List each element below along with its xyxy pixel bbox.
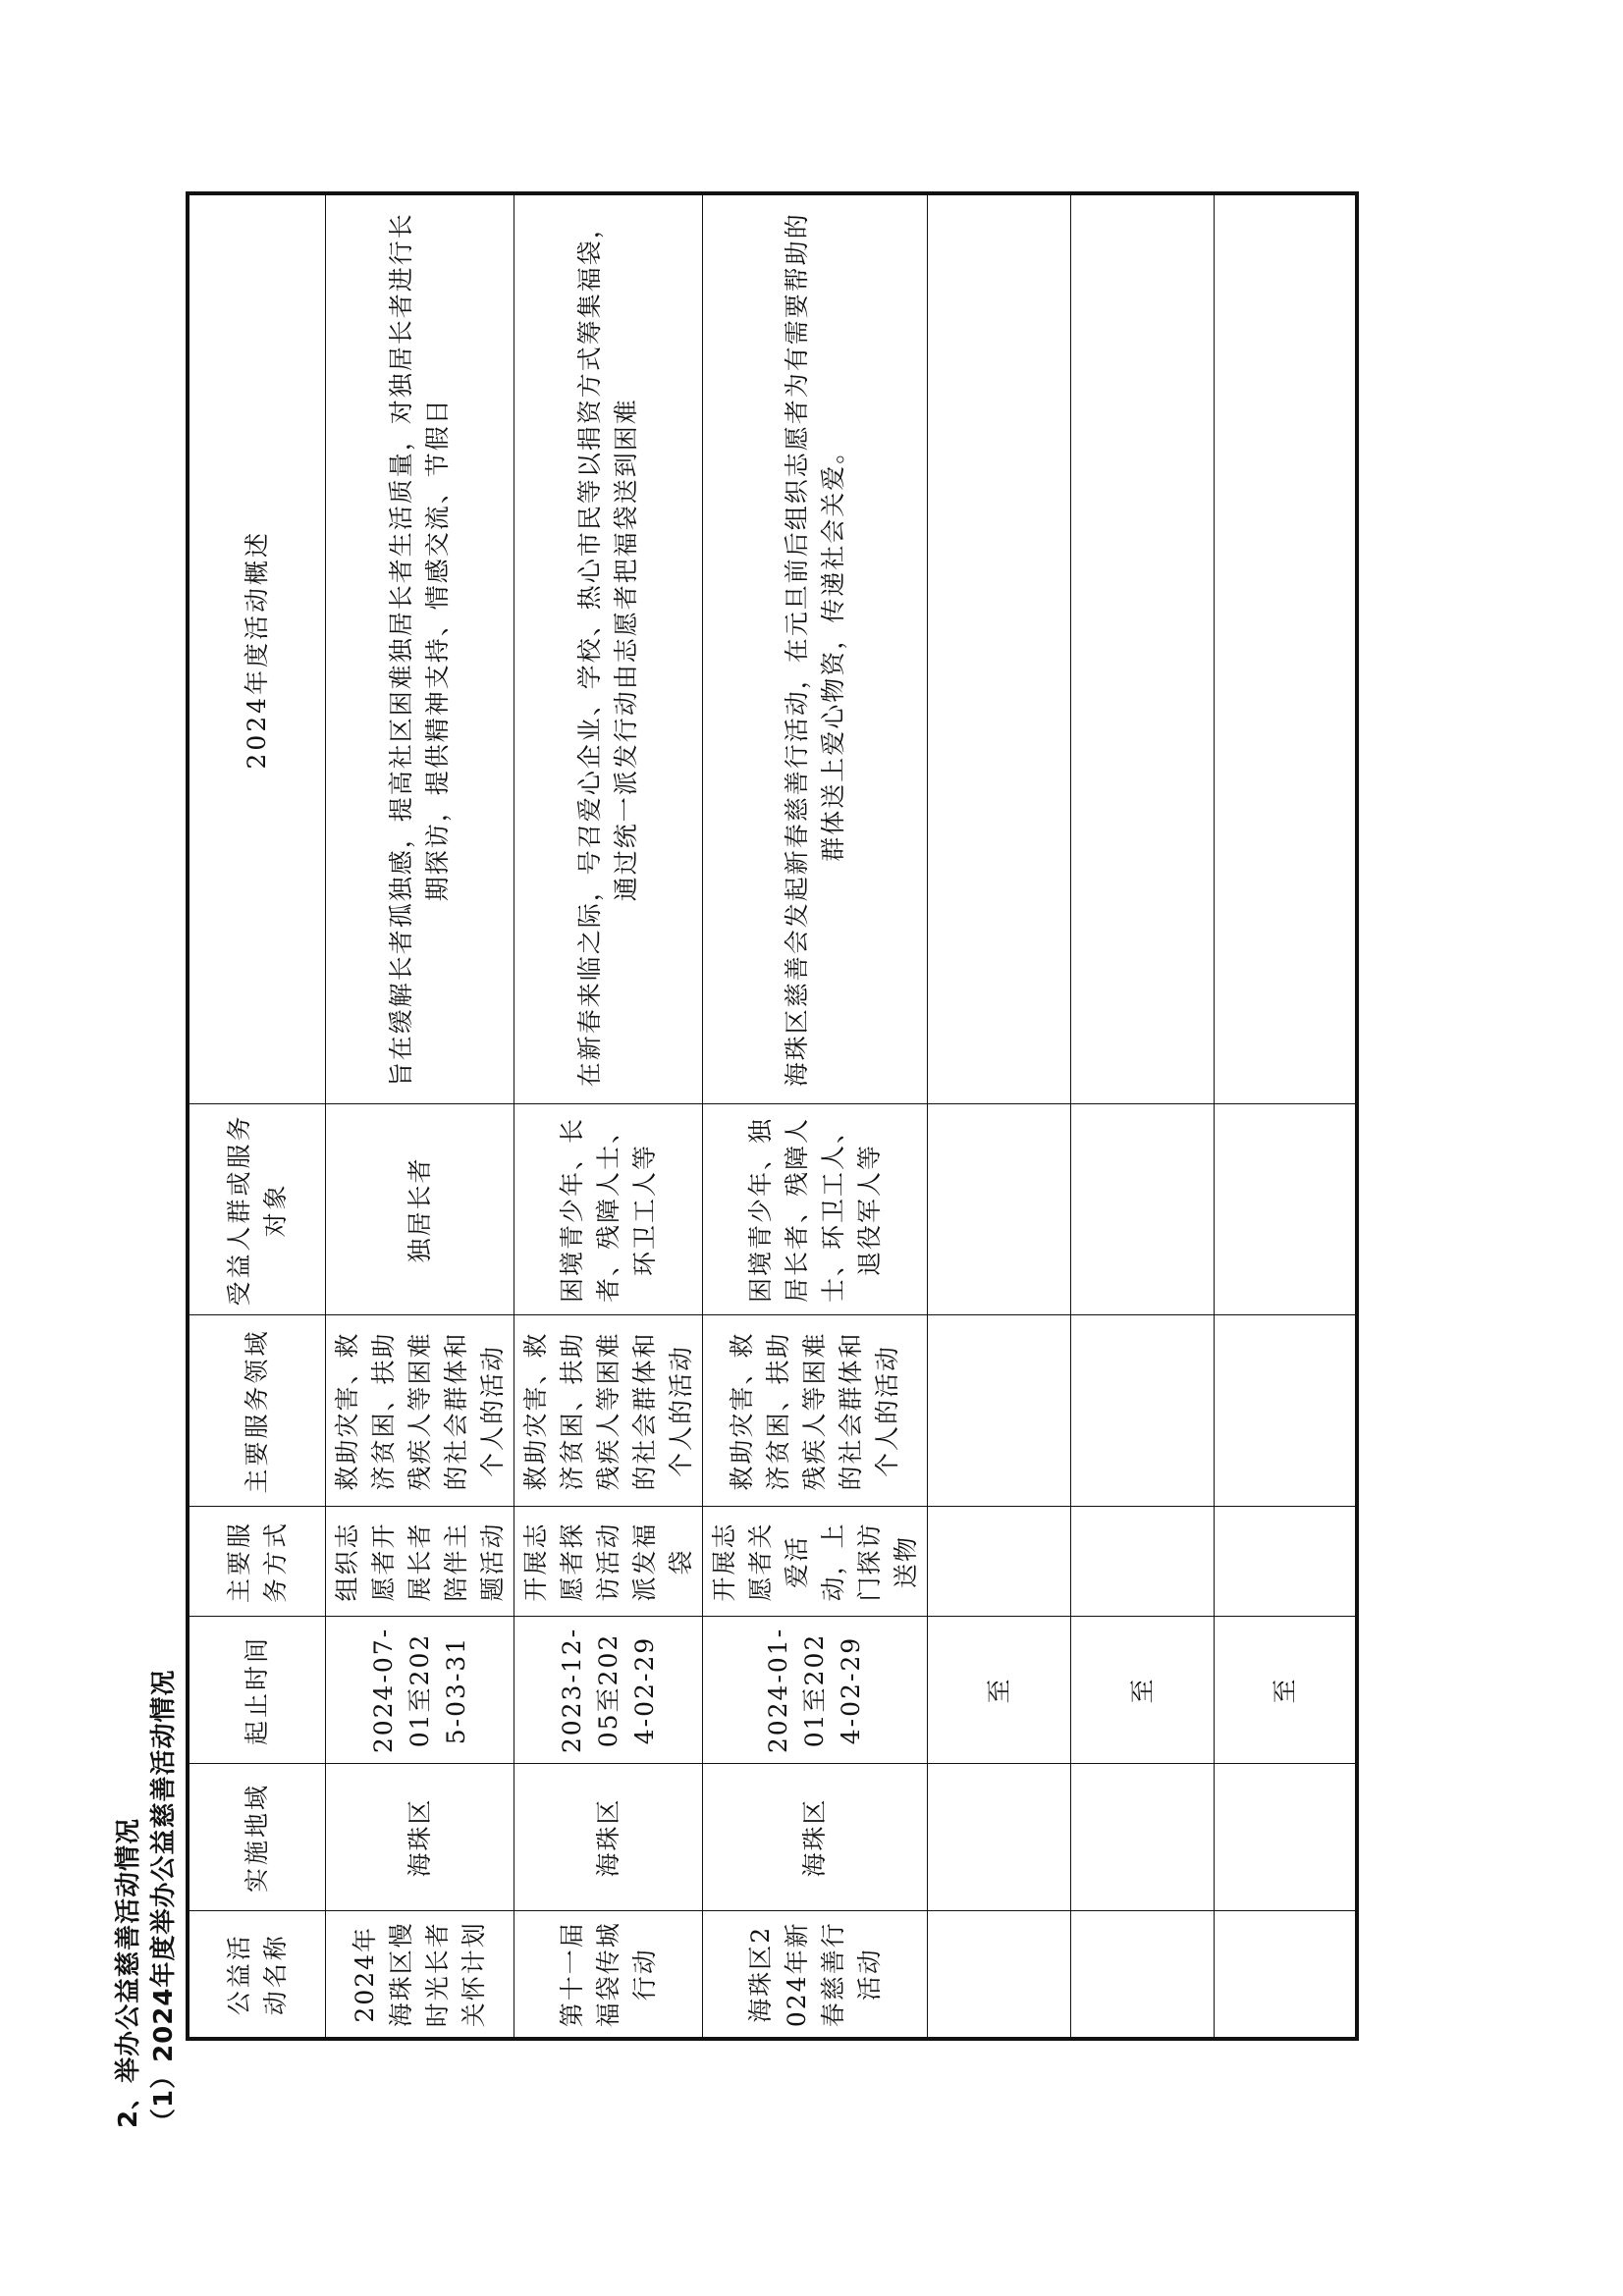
cell-service-method bbox=[927, 1507, 1070, 1617]
cell-period: 至 bbox=[1070, 1617, 1214, 1764]
cell-activity-name: 第十一届福袋传城行动 bbox=[514, 1911, 702, 2039]
cell-service-field bbox=[927, 1315, 1070, 1507]
cell-service-method: 组织志愿者开展长者陪伴主题活动 bbox=[325, 1507, 514, 1617]
cell-summary: 旨在缓解长者孤独感，提高社区困难独居长者生活质量，对独居长者进行长期探访，提供精神支持、情感交流、节假日 bbox=[325, 193, 514, 1104]
cell-beneficiaries bbox=[1214, 1104, 1357, 1315]
cell-service-field: 救助灾害、救济贫困、扶助残疾人等困难的社会群体和个人的活动 bbox=[514, 1315, 702, 1507]
table-row bbox=[702, 193, 927, 2039]
cell-activity-name bbox=[1070, 1911, 1214, 2039]
table-row bbox=[325, 193, 514, 2039]
header-service-method: 主要服务方式 bbox=[188, 1507, 325, 1617]
header-summary: 2024年度活动概述 bbox=[188, 193, 325, 1104]
cell-service-field: 救助灾害、救济贫困、扶助残疾人等困难的社会群体和个人的活动 bbox=[702, 1315, 927, 1507]
cell-period: 至 bbox=[927, 1617, 1070, 1764]
cell-period: 2024-07-01至2025-03-31 bbox=[325, 1617, 514, 1764]
cell-service-field bbox=[1070, 1315, 1214, 1507]
table-row-empty bbox=[1070, 193, 1214, 2039]
header-service-field: 主要服务领域 bbox=[188, 1315, 325, 1507]
header-beneficiaries: 受益人群或服务对象 bbox=[188, 1104, 325, 1315]
cell-service-method: 开展志愿者关爱活动，上门探访送物 bbox=[702, 1507, 927, 1617]
cell-summary bbox=[1070, 193, 1214, 1104]
cell-summary: 在新春来临之际，号召爱心企业、学校、热心市民等以捐资方式筹集福袋，通过统一派发行动由志愿者把福袋送到困难 bbox=[514, 193, 702, 1104]
cell-beneficiaries: 困境青少年、长者、残障人士、环卫工人等 bbox=[514, 1104, 702, 1315]
cell-service-field bbox=[1214, 1315, 1357, 1507]
section-title: 2、举办公益慈善活动情况 bbox=[114, 1817, 143, 2128]
cell-service-method bbox=[1070, 1507, 1214, 1617]
table-row-empty bbox=[927, 193, 1070, 2039]
header-activity-name: 公益活动名称 bbox=[188, 1911, 325, 2039]
rotated-page bbox=[111, 195, 1299, 2134]
cell-service-method bbox=[1214, 1507, 1357, 1617]
cell-activity-name bbox=[927, 1911, 1070, 2039]
cell-activity-name: 2024年海珠区慢时光长者关怀计划 bbox=[325, 1911, 514, 2039]
cell-activity-name bbox=[1214, 1911, 1357, 2039]
cell-period: 2024-01-01至2024-02-29 bbox=[702, 1617, 927, 1764]
cell-region bbox=[1070, 1764, 1214, 1911]
cell-region: 海珠区 bbox=[702, 1764, 927, 1911]
cell-region bbox=[927, 1764, 1070, 1911]
cell-activity-name: 海珠区2024年新春慈善行活动 bbox=[702, 1911, 927, 2039]
header-period: 起止时间 bbox=[188, 1617, 325, 1764]
cell-period: 至 bbox=[1214, 1617, 1357, 1764]
cell-region: 海珠区 bbox=[514, 1764, 702, 1911]
table-row bbox=[514, 193, 702, 2039]
cell-summary bbox=[1214, 193, 1357, 1104]
header-region: 实施地域 bbox=[188, 1764, 325, 1911]
subsection-title: （1）2024年度举办公益慈善活动情况 bbox=[149, 1669, 179, 2134]
cell-service-method: 开展志愿者探访活动派发福袋 bbox=[514, 1507, 702, 1617]
table-row-empty bbox=[1214, 193, 1357, 2039]
cell-beneficiaries bbox=[1070, 1104, 1214, 1315]
cell-summary bbox=[927, 193, 1070, 1104]
cell-beneficiaries: 独居长者 bbox=[325, 1104, 514, 1315]
cell-region: 海珠区 bbox=[325, 1764, 514, 1911]
cell-beneficiaries: 困境青少年、独居长者、残障人士、环卫工人、退役军人等 bbox=[702, 1104, 927, 1315]
activities-table bbox=[186, 191, 1359, 2041]
cell-beneficiaries bbox=[927, 1104, 1070, 1315]
cell-summary: 海珠区慈善会发起新春慈善行活动，在元旦前后组织志愿者为有需要帮助的群体送上爱心物资，传递社会关爱。 bbox=[702, 193, 927, 1104]
cell-period: 2023-12-05至2024-02-29 bbox=[514, 1617, 702, 1764]
cell-region bbox=[1214, 1764, 1357, 1911]
cell-service-field: 救助灾害、救济贫困、扶助残疾人等困难的社会群体和个人的活动 bbox=[325, 1315, 514, 1507]
table-header-row bbox=[188, 193, 325, 2039]
